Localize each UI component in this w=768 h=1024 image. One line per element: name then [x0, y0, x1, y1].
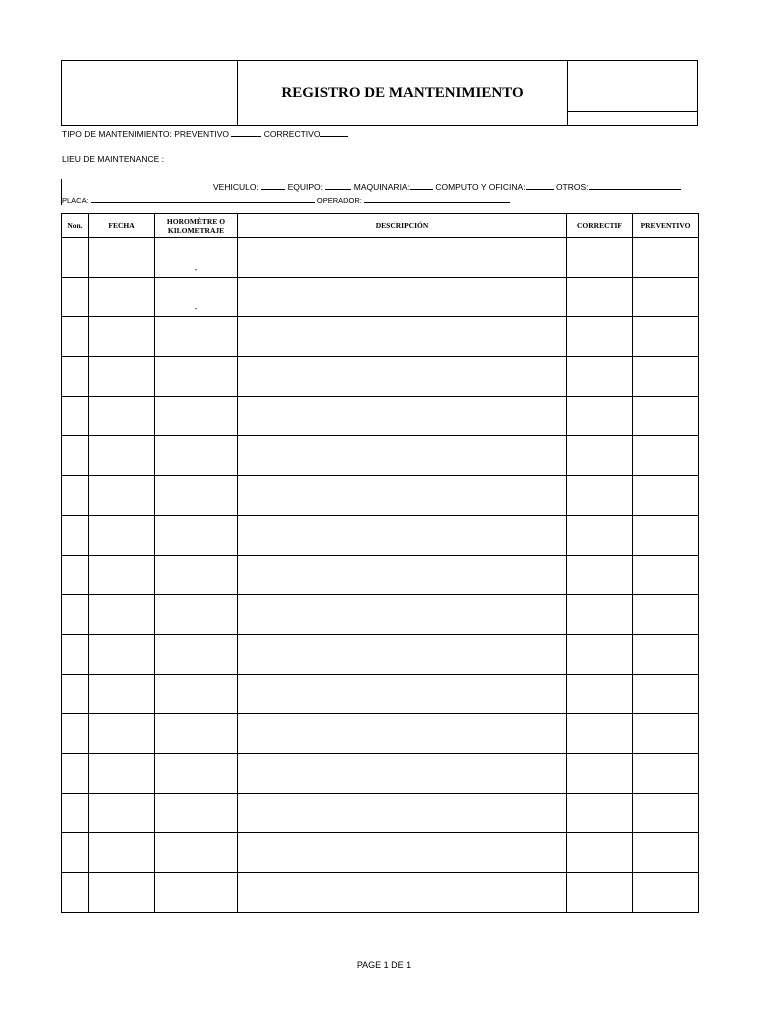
cell-correctif[interactable]	[567, 476, 633, 516]
col-header-fecha: FECHA	[89, 214, 155, 238]
cell-non[interactable]	[62, 476, 89, 516]
cell-preventivo[interactable]	[633, 476, 699, 516]
cell-correctif[interactable]	[567, 674, 633, 714]
cell-horometre[interactable]	[155, 317, 238, 357]
cell-fecha[interactable]	[89, 436, 155, 476]
col-header-horometre: HOROMÈTRE O KILOMETRAJE	[155, 214, 238, 238]
preventivo-blank[interactable]	[231, 127, 261, 137]
cell-correctif[interactable]	[567, 833, 633, 873]
table-row	[62, 238, 699, 278]
cell-descripcion[interactable]	[238, 873, 567, 913]
cell-preventivo[interactable]	[633, 436, 699, 476]
table-row	[62, 277, 699, 317]
cell-correctif[interactable]	[567, 515, 633, 555]
cell-horometre[interactable]	[155, 595, 238, 635]
table-row	[62, 317, 699, 357]
cell-horometre[interactable]	[155, 515, 238, 555]
cell-horometre[interactable]	[155, 476, 238, 516]
cell-fecha[interactable]	[89, 833, 155, 873]
otros-blank[interactable]	[589, 180, 681, 190]
cell-fecha[interactable]	[89, 555, 155, 595]
cell-preventivo[interactable]	[633, 595, 699, 635]
table-row	[62, 436, 699, 476]
cell-preventivo[interactable]	[633, 753, 699, 793]
tipo-label: TIPO DE MANTENIMIENTO: PREVENTIVO	[62, 129, 230, 139]
cell-preventivo[interactable]	[633, 714, 699, 754]
cell-horometre[interactable]	[155, 634, 238, 674]
category-line	[213, 180, 681, 192]
cell-non[interactable]	[62, 555, 89, 595]
cell-horometre[interactable]: -	[155, 277, 238, 317]
code-cell	[567, 61, 697, 125]
cell-horometre[interactable]	[155, 833, 238, 873]
cell-descripcion[interactable]	[238, 833, 567, 873]
cell-preventivo[interactable]	[633, 555, 699, 595]
cell-horometre[interactable]	[155, 793, 238, 833]
cell-horometre[interactable]	[155, 436, 238, 476]
cell-fecha[interactable]	[89, 793, 155, 833]
table-row	[62, 357, 699, 397]
vehiculo-blank[interactable]	[261, 180, 285, 190]
document-title: REGISTRO DE MANTENIMIENTO	[281, 84, 524, 101]
cell-correctif[interactable]	[567, 714, 633, 754]
cell-descripcion[interactable]	[238, 793, 567, 833]
cell-descripcion[interactable]	[238, 555, 567, 595]
cell-preventivo[interactable]	[633, 833, 699, 873]
cell-non[interactable]	[62, 674, 89, 714]
table-header-row	[62, 214, 699, 238]
cell-correctif[interactable]	[567, 873, 633, 913]
cell-descripcion[interactable]	[238, 317, 567, 357]
computo-label: COMPUTO Y OFICINA:	[435, 182, 526, 192]
table-row	[62, 634, 699, 674]
correctivo-blank[interactable]	[320, 127, 348, 137]
cell-fecha[interactable]	[89, 515, 155, 555]
cell-horometre[interactable]	[155, 674, 238, 714]
cell-preventivo[interactable]	[633, 238, 699, 278]
col-header-preventivo: PREVENTIVO	[633, 214, 699, 238]
cell-descripcion[interactable]	[238, 753, 567, 793]
col-header-non: Non.	[62, 214, 89, 238]
cell-correctif[interactable]	[567, 555, 633, 595]
cell-non[interactable]	[62, 357, 89, 397]
cell-non[interactable]	[62, 436, 89, 476]
table-row	[62, 555, 699, 595]
code-cell-divider	[568, 111, 697, 112]
table-row	[62, 396, 699, 436]
cell-descripcion[interactable]	[238, 595, 567, 635]
cell-non[interactable]	[62, 515, 89, 555]
placa-blank[interactable]	[91, 194, 315, 203]
cell-correctif[interactable]	[567, 634, 633, 674]
maintenance-log-table	[61, 213, 699, 913]
cell-non[interactable]	[62, 595, 89, 635]
table-row	[62, 793, 699, 833]
cell-horometre[interactable]: -	[155, 238, 238, 278]
cell-preventivo[interactable]	[633, 674, 699, 714]
cell-fecha[interactable]	[89, 396, 155, 436]
cell-descripcion[interactable]	[238, 436, 567, 476]
cell-correctif[interactable]	[567, 317, 633, 357]
col-header-descripcion: DESCRIPCIÓN	[238, 214, 567, 238]
correctivo-label: CORRECTIVO	[263, 129, 321, 139]
cell-fecha[interactable]	[89, 753, 155, 793]
cell-horometre[interactable]	[155, 753, 238, 793]
table-row	[62, 476, 699, 516]
cell-preventivo[interactable]	[633, 317, 699, 357]
cell-fecha[interactable]	[89, 357, 155, 397]
operador-blank[interactable]	[364, 194, 510, 203]
logo-cell	[62, 61, 238, 125]
cell-non[interactable]	[62, 833, 89, 873]
cell-non[interactable]	[62, 753, 89, 793]
cell-preventivo[interactable]	[633, 396, 699, 436]
cell-fecha[interactable]	[89, 595, 155, 635]
operador-label: OPERADOR:	[316, 196, 362, 205]
cell-fecha[interactable]	[89, 674, 155, 714]
cell-correctif[interactable]	[567, 357, 633, 397]
cell-fecha[interactable]	[89, 238, 155, 278]
cell-preventivo[interactable]	[633, 634, 699, 674]
cell-descripcion[interactable]	[238, 357, 567, 397]
cell-preventivo[interactable]	[633, 873, 699, 913]
equipo-label: EQUIPO:	[287, 182, 324, 192]
cell-non[interactable]	[62, 714, 89, 754]
cell-non[interactable]	[62, 793, 89, 833]
table-row	[62, 515, 699, 555]
cell-descripcion[interactable]	[238, 238, 567, 278]
cell-non[interactable]	[62, 873, 89, 913]
cell-preventivo[interactable]	[633, 357, 699, 397]
lieu-line	[62, 154, 164, 164]
cell-non[interactable]	[62, 396, 89, 436]
table-row	[62, 833, 699, 873]
cell-preventivo[interactable]	[633, 793, 699, 833]
table-row	[62, 674, 699, 714]
cell-correctif[interactable]	[567, 396, 633, 436]
cell-descripcion[interactable]	[238, 396, 567, 436]
cell-descripcion[interactable]	[238, 515, 567, 555]
cell-descripcion[interactable]	[238, 634, 567, 674]
page-number: PAGE 1 DE 1	[356, 960, 412, 970]
computo-blank[interactable]	[526, 180, 554, 190]
cell-non[interactable]	[62, 317, 89, 357]
maquinaria-label: MAQUINARIA:	[353, 182, 410, 192]
cell-correctif[interactable]	[567, 793, 633, 833]
cell-non[interactable]	[62, 634, 89, 674]
table-row	[62, 873, 699, 913]
cell-fecha[interactable]	[89, 476, 155, 516]
table-row	[62, 753, 699, 793]
cell-correctif[interactable]	[567, 277, 633, 317]
placa-label: PLACA:	[62, 196, 89, 205]
otros-label: OTROS:	[555, 182, 589, 192]
cell-fecha[interactable]	[89, 277, 155, 317]
lieu-label: LIEU DE MAINTENANCE :	[62, 154, 165, 164]
cell-correctif[interactable]	[567, 436, 633, 476]
header-block	[61, 60, 698, 126]
cell-horometre[interactable]	[155, 357, 238, 397]
cell-fecha[interactable]	[89, 634, 155, 674]
cell-fecha[interactable]	[89, 873, 155, 913]
placa-line	[62, 194, 510, 205]
cell-horometre[interactable]	[155, 555, 238, 595]
table-row	[62, 714, 699, 754]
cell-horometre[interactable]	[155, 873, 238, 913]
cell-correctif[interactable]	[567, 753, 633, 793]
maquinaria-blank[interactable]	[410, 180, 433, 190]
cell-non[interactable]	[62, 277, 89, 317]
equipo-blank[interactable]	[325, 180, 351, 190]
cell-descripcion[interactable]	[238, 277, 567, 317]
cell-preventivo[interactable]	[633, 515, 699, 555]
cell-correctif[interactable]	[567, 238, 633, 278]
vehiculo-label: VEHICULO:	[213, 182, 259, 192]
cell-fecha[interactable]	[89, 317, 155, 357]
cell-descripcion[interactable]	[238, 476, 567, 516]
cell-preventivo[interactable]	[633, 277, 699, 317]
cell-fecha[interactable]	[89, 714, 155, 754]
table-row	[62, 595, 699, 635]
cell-correctif[interactable]	[567, 595, 633, 635]
col-header-correctif: CORRECTIF	[567, 214, 633, 238]
cell-horometre[interactable]	[155, 714, 238, 754]
cell-non[interactable]	[62, 238, 89, 278]
maintenance-type-line	[62, 127, 348, 139]
cell-descripcion[interactable]	[238, 714, 567, 754]
cell-descripcion[interactable]	[238, 674, 567, 714]
cell-horometre[interactable]	[155, 396, 238, 436]
